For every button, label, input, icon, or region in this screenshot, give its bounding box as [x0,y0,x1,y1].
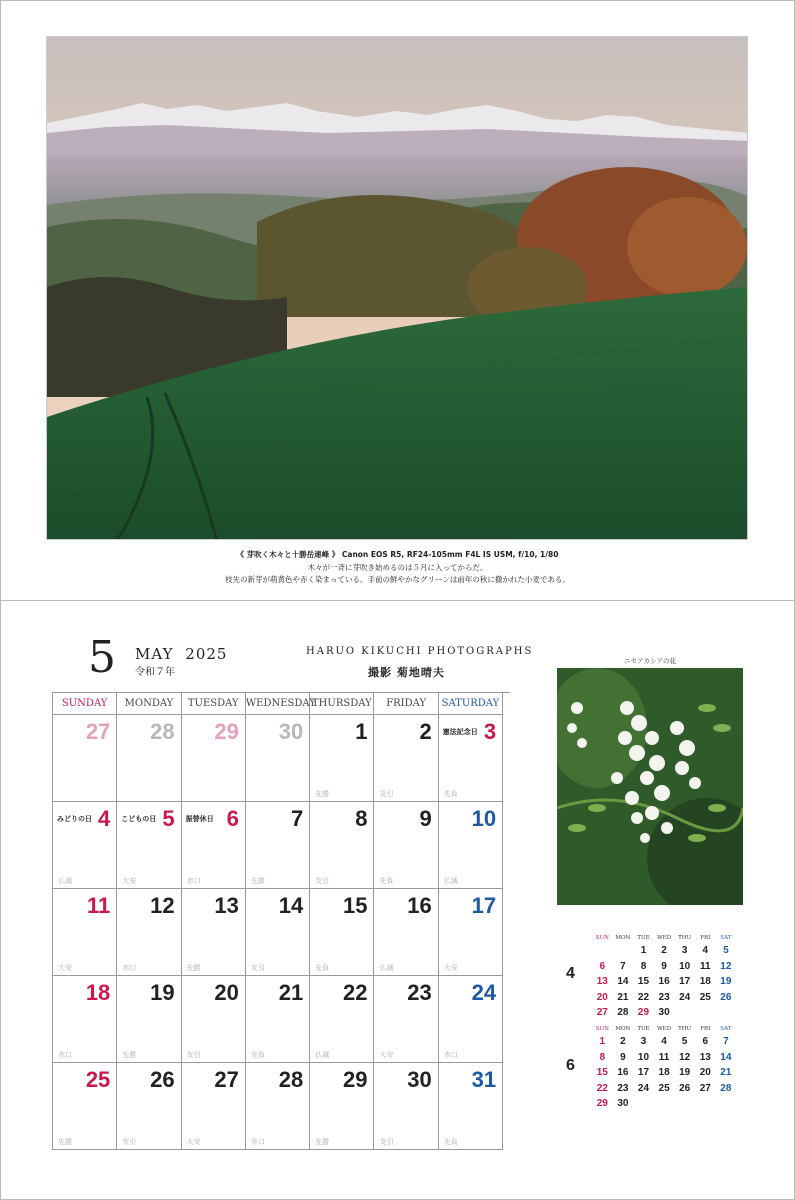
mini-day: 9 [661,960,667,972]
mini-day: 14 [617,976,629,987]
day-cell [310,715,374,802]
mini-day [654,1096,675,1112]
mini-day: 4 [702,945,709,956]
day-number: 7 [290,806,304,831]
day-number: 16 [407,893,432,918]
mini-day: 2 [661,945,667,956]
day-number: 31 [471,1067,497,1092]
day-number: 3 [483,719,497,744]
mini-day: 18 [699,976,711,987]
day-cell [310,1063,374,1150]
mini-day: 1 [640,945,647,956]
rokuyo-label: 友引 [315,877,330,885]
day-cell [182,802,246,889]
mini-day: 26 [679,1082,691,1094]
mini-day: 24 [679,991,691,1003]
mini-day: 10 [679,960,691,972]
day-cell [374,976,438,1063]
day-cell [53,889,117,976]
rokuyo-label: 仏滅 [315,1051,330,1059]
mini-day [674,1096,695,1112]
day-cell [246,715,310,802]
day-number: 8 [355,806,368,831]
day-cell [439,715,503,802]
mini-weekday: SUN [595,1026,609,1032]
month-year [135,645,227,663]
day-cell [439,802,503,889]
mini-week-row [592,1050,736,1066]
side-photo-caption: ニセアカシアの花 [624,657,676,665]
rokuyo-label: 赤口 [186,877,201,885]
mini-weekday: MON [615,935,631,941]
mini-day: 17 [637,1067,650,1078]
day-cell [182,976,246,1063]
rokuyo-label: 先負 [315,964,330,972]
weekday-header: FRIDAY [374,693,438,715]
weekday-header: SATURDAY [439,693,503,715]
mini-day: 5 [681,1036,688,1047]
rokuyo-label: 大安 [122,877,137,885]
day-cell [117,802,181,889]
mini-calendar-june-label: 6 [566,1057,575,1074]
weekday-header: WEDNESDAY [246,693,310,715]
mini-day: 25 [699,991,711,1003]
mini-day: 8 [640,960,647,972]
day-cell [117,976,181,1063]
day-cell [117,715,181,802]
mini-day [674,1005,695,1021]
mini-day: 29 [637,1007,650,1018]
day-cell [439,1063,503,1150]
weekday-header: TUESDAY [182,693,246,715]
mini-week-row [592,974,736,990]
mini-day: 27 [596,1007,608,1018]
mini-day: 12 [679,1051,691,1063]
mini-day: 13 [596,976,608,987]
rokuyo-label: 先勝 [186,964,201,972]
mini-day: 3 [681,945,688,956]
rokuyo-label: 友引 [122,1138,137,1146]
weekday-header: SUNDAY [53,693,117,715]
rokuyo-label: 仏滅 [443,877,458,885]
mini-day: 7 [723,1036,729,1047]
day-number: 12 [150,893,175,918]
mini-day: 21 [617,991,629,1003]
photo-caption-line: 木々が一斉に芽吹き始めるのは５月に入ってからだ。 [307,563,488,572]
day-cell [53,976,117,1063]
rokuyo-label: 先勝 [315,790,330,798]
rokuyo-label: 赤口 [58,1051,72,1059]
day-number: 13 [214,893,239,918]
mini-day [716,1096,737,1112]
mini-day: 30 [658,1007,670,1018]
mini-day: 12 [720,960,732,972]
landscape-photo [46,36,748,540]
mini-day: 2 [620,1036,626,1047]
mini-day [716,1005,737,1021]
rokuyo-label: 先勝 [315,1138,330,1146]
mini-week-row [592,1081,736,1097]
mini-day [613,943,634,959]
day-cell [439,976,503,1063]
mini-day: 29 [596,1098,608,1109]
day-cell [182,715,246,802]
day-number: 29 [214,719,239,744]
mini-day: 16 [658,976,670,987]
mini-day [592,943,613,959]
day-number: 10 [471,806,497,831]
mini-weekday: WED [657,1026,672,1032]
day-cell [53,715,117,802]
mini-week-row [592,1034,736,1050]
rokuyo-label: 先勝 [122,1051,137,1059]
rokuyo-label: 友引 [379,1138,394,1146]
day-cell [310,889,374,976]
mini-day [695,1005,716,1021]
mini-weekday-row [592,1024,736,1034]
day-cell [246,976,310,1063]
mini-day: 22 [596,1082,608,1094]
rokuyo-label: 先負 [443,790,458,798]
mini-weekday: TUE [637,1026,650,1032]
rokuyo-label: 大安 [58,964,72,972]
mini-weekday: FRI [700,1026,711,1032]
mini-weekday: THU [678,1026,692,1032]
mini-day [695,1096,716,1112]
mini-day: 21 [720,1067,732,1078]
mini-day: 19 [679,1067,691,1078]
day-number: 23 [407,980,432,1005]
day-number: 30 [278,719,304,744]
mini-day: 23 [617,1082,629,1094]
page-fold [0,600,795,601]
mini-calendar-april-label: 4 [566,965,575,982]
photographer-credit: 撮影 菊地晴夫 [368,666,445,679]
mini-weekday: SUN [595,935,609,941]
mini-day: 24 [637,1082,650,1094]
day-number: 1 [355,719,368,744]
mini-weekday: THU [678,935,692,941]
mini-week-row [592,1096,736,1112]
calendar-week-row [53,889,510,976]
day-cell [310,802,374,889]
rokuyo-label: 赤口 [122,964,137,972]
day-number: 25 [85,1067,111,1092]
brand-title: HARUO KIKUCHI PHOTOGRAPHS [306,646,534,657]
mini-week-row [592,959,736,975]
rokuyo-label: 大安 [443,964,458,972]
day-cell [53,802,117,889]
day-number: 20 [214,980,239,1005]
rokuyo-label: 仏滅 [58,877,72,885]
day-number: 27 [85,719,111,744]
mini-day: 18 [658,1067,670,1078]
mini-day: 10 [637,1051,650,1063]
holiday-name: 憲法記念日 [442,728,478,736]
day-number: 11 [87,893,111,918]
holiday-name: 振替休日 [185,815,214,823]
mini-day: 27 [699,1082,711,1094]
day-cell [374,1063,438,1150]
day-cell [53,1063,117,1150]
mini-week-row [592,990,736,1006]
day-cell [439,889,503,976]
day-number: 26 [150,1067,175,1092]
mini-calendar-june [592,1024,736,1112]
year: 2025 [185,645,228,663]
mini-day: 20 [596,991,608,1003]
mini-weekday: MON [615,1026,631,1032]
mini-day: 11 [658,1051,670,1063]
day-cell [310,976,374,1063]
day-cell [374,802,438,889]
rokuyo-label: 友引 [186,1051,201,1059]
calendar-week-row [53,715,510,802]
rokuyo-label: 先負 [379,877,394,885]
day-cell [246,1063,310,1150]
month-calendar-grid [52,692,510,1150]
holiday-name: こどもの日 [121,815,157,823]
mini-day: 22 [637,991,650,1003]
mini-day: 9 [620,1051,626,1063]
day-number: 24 [471,980,497,1005]
mini-day: 8 [599,1051,606,1063]
day-number: 28 [278,1067,304,1092]
month-number: 5 [88,632,116,683]
mini-calendar-april [592,933,736,1021]
day-number: 9 [419,806,432,831]
day-number: 4 [98,806,111,831]
day-cell [246,889,310,976]
day-cell [374,889,438,976]
day-number: 27 [214,1067,239,1092]
mini-weekday: WED [657,935,672,941]
day-number: 22 [343,980,368,1005]
mini-week-row [592,1005,736,1021]
rokuyo-label: 赤口 [250,1138,265,1146]
day-number: 15 [343,893,368,918]
weekday-header-row [53,693,510,715]
mini-day: 30 [617,1098,629,1109]
mini-weekday: FRI [700,935,711,941]
rokuyo-label: 先負 [250,1051,265,1059]
mini-day: 13 [699,1051,711,1063]
day-number: 17 [471,893,497,918]
era-year: 令和７年 [135,667,175,678]
day-cell [182,1063,246,1150]
mini-day: 1 [599,1036,606,1047]
mini-weekday-row [592,933,736,943]
photo-caption-title: 《 芽吹く木々と十勝岳連峰 》 Canon EOS R5, RF24-105mm F4L IS USM, f/10, 1/80 [236,550,559,559]
calendar-week-row [53,976,510,1063]
rokuyo-label: 友引 [250,964,265,972]
mini-day: 16 [617,1067,629,1078]
rokuyo-label: 大安 [379,1051,394,1059]
day-number: 19 [150,980,175,1005]
rokuyo-label: 友引 [379,790,394,798]
day-cell [374,715,438,802]
weekday-header: THURSDAY [310,693,374,715]
calendar-week-row [53,1063,510,1150]
mini-day: 28 [720,1082,732,1094]
day-cell [246,802,310,889]
mini-day: 19 [720,976,732,987]
mini-day: 15 [637,976,650,987]
mini-day: 6 [702,1036,709,1047]
acacia-flower-photo [557,668,743,905]
day-number: 5 [162,806,175,831]
day-number: 14 [278,893,304,918]
mini-day: 26 [720,991,732,1003]
mini-week-row [592,1065,736,1081]
day-number: 6 [226,806,239,831]
day-cell [117,1063,181,1150]
mini-weekday: SAT [720,935,732,941]
photo-caption-line: 枝先の新芽が萌黄色や赤く染まっている。手前の鮮やかなグリーンは前年の秋に撒かれた小麦である。 [225,575,570,584]
holiday-name: みどりの日 [57,815,92,823]
day-number: 28 [150,719,175,744]
rokuyo-label: 先勝 [58,1138,72,1146]
mini-weekday: SAT [720,1026,732,1032]
mini-day: 25 [658,1082,670,1094]
mini-day: 23 [658,991,670,1003]
day-number: 21 [278,980,304,1005]
day-number: 30 [407,1067,432,1092]
day-cell [117,889,181,976]
month-name: MAY [135,645,174,663]
mini-day: 11 [699,960,711,972]
rokuyo-label: 先勝 [250,877,265,885]
day-number: 2 [419,719,432,744]
day-number: 18 [85,980,111,1005]
mini-week-row [592,943,736,959]
day-number: 29 [343,1067,368,1092]
mini-day: 20 [699,1067,711,1078]
mini-day: 4 [661,1036,667,1047]
mini-day: 7 [620,960,626,972]
rokuyo-label: 赤口 [443,1051,458,1059]
rokuyo-label: 大安 [186,1138,201,1146]
mini-day: 3 [640,1036,647,1047]
calendar-week-row [53,802,510,889]
mini-day: 5 [723,945,729,956]
mini-weekday: TUE [637,935,650,941]
mini-day: 15 [596,1067,608,1078]
rokuyo-label: 仏滅 [379,964,394,972]
rokuyo-label: 先負 [443,1138,458,1146]
mini-day: 6 [599,960,606,972]
mini-day [633,1096,654,1112]
day-cell [182,889,246,976]
weekday-header: MONDAY [117,693,181,715]
mini-day: 17 [679,976,691,987]
mini-day: 14 [720,1051,732,1063]
mini-day: 28 [617,1007,629,1018]
